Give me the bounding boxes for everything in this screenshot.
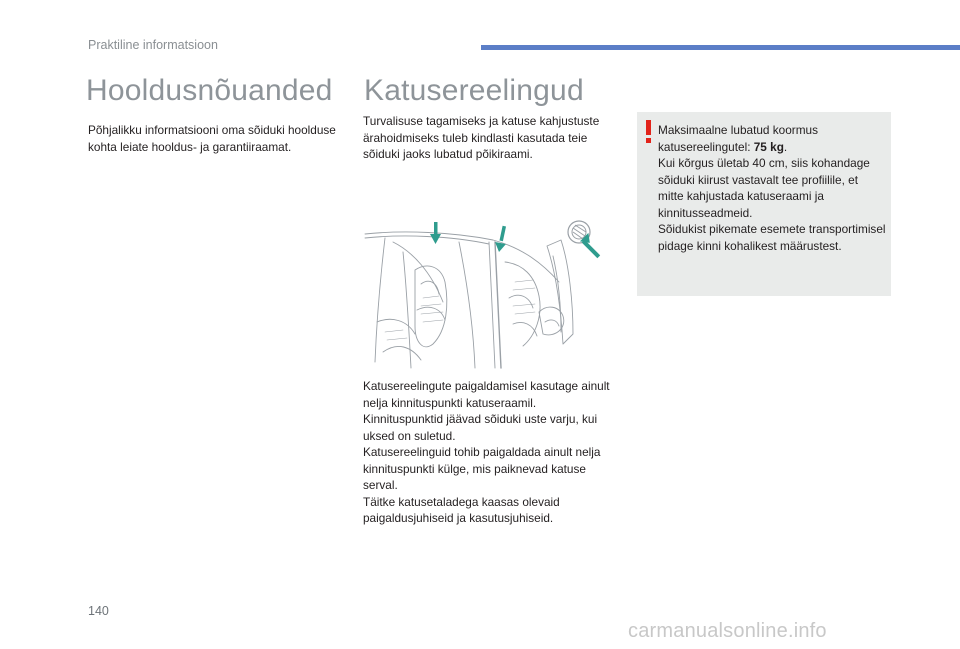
max-load-value: 75 kg bbox=[753, 139, 784, 154]
page-number: 140 bbox=[88, 604, 109, 618]
header-accent-bar bbox=[481, 45, 960, 50]
heading-maintenance: Hooldusnõuanded bbox=[86, 74, 333, 107]
install-line: Katusereelingute paigaldamisel kasutage ainult nelja kinnituspunkti katuseraamil. bbox=[363, 379, 610, 410]
warning-box bbox=[637, 112, 891, 296]
install-line: Kinnituspunktid jäävad sõiduki uste varju, kui uksed on suletud. bbox=[363, 412, 598, 443]
install-line: Täitke katusetaladega kaasas olevaid paigaldusjuhiseid ja kasutusjuhiseid. bbox=[363, 494, 560, 525]
roof-rails-intro: Turvalisuse tagamiseks ja katuse kahjustuste ärahoidmiseks tuleb kindlasti kasutada teie sõiduki jaoks lubatud põikiraami. bbox=[363, 114, 600, 161]
section-label: Praktiline informatsioon bbox=[88, 38, 218, 52]
installation-instructions bbox=[363, 378, 618, 527]
warning-load-line: Maksimaalne lubatud koormus katusereelingutel: 75 kg. bbox=[658, 123, 818, 154]
watermark: carmanualsonline.info bbox=[628, 620, 827, 642]
warning-height-line: Kui kõrgus ületab 40 cm, siis kohandage sõiduki kiirust vastavalt tee profiilile, et mitte kahjustada katuseraami ja kinnitusseadmeid. bbox=[658, 156, 870, 220]
warning-text bbox=[658, 122, 886, 254]
warning-regulation-line: Sõidukist pikemate esemete transportimisel pidage kinni kohalikest määrustest. bbox=[658, 222, 886, 253]
exclamation-icon bbox=[645, 120, 652, 143]
maintenance-paragraph: Põhjalikku informatsiooni oma sõiduki hoolduse kohta leiate hooldus- ja garantiiraamat. bbox=[88, 123, 336, 154]
install-line: Katusereelinguid tohib paigaldada ainult nelja kinnituspunkti külge, mis paiknevad katuse serval. bbox=[363, 445, 601, 492]
car-roof-illustration bbox=[363, 212, 605, 370]
heading-roof-rails: Katusereelingud bbox=[364, 74, 584, 107]
